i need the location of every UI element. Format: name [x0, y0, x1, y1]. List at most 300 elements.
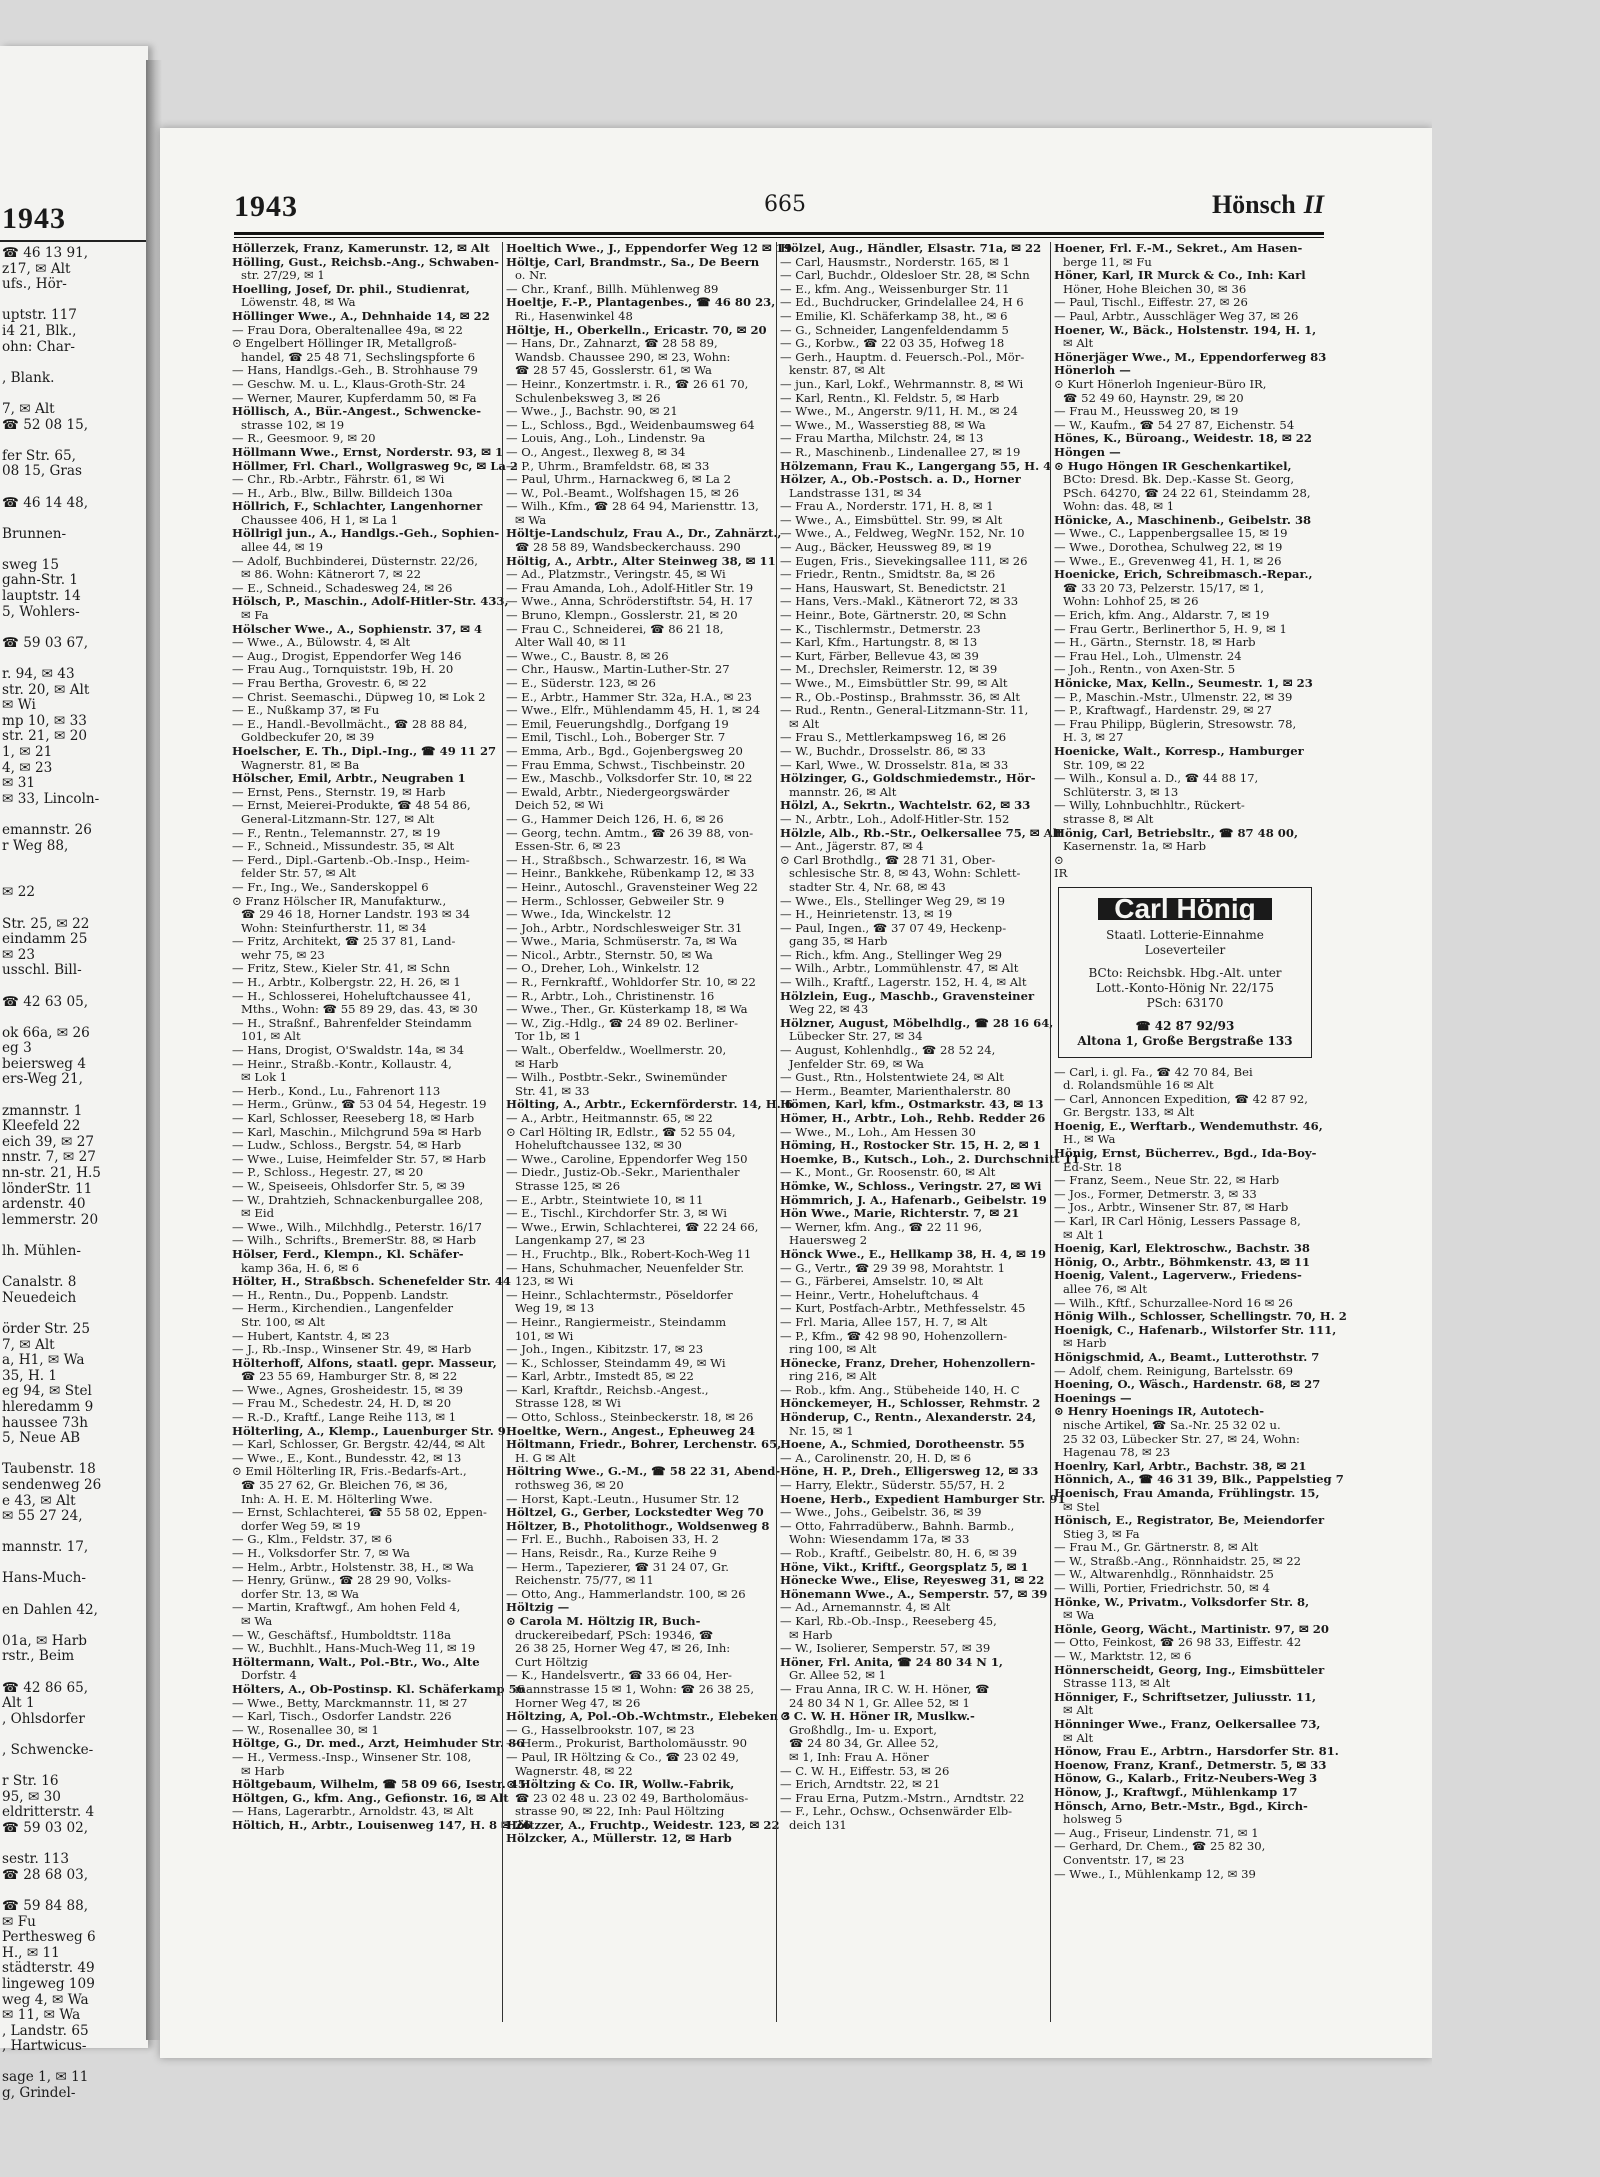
directory-entry-line: — Ludw., Schloss., Bergstr. 54, ✉ Harb	[232, 1138, 462, 1153]
directory-entry-line: — Chr., Rb.-Arbtr., Fährstr. 61, ✉ Wi	[232, 472, 445, 487]
previous-page-line	[2, 1759, 146, 1775]
ad-title: Carl Hönig	[1098, 898, 1272, 920]
previous-page-line	[2, 542, 146, 558]
directory-entry-line: Höllmer, Frl. Charl., Wollgrasweg 9c, ✉ La 2	[232, 458, 518, 473]
directory-entry-line: Nr. 15, ✉ 1	[789, 1423, 854, 1438]
directory-entry-line: nische Artikel, ☎ Sa.-Nr. 25 32 02 u.	[1063, 1417, 1281, 1432]
previous-page-line: gahn-Str. 1	[2, 572, 78, 589]
directory-entry-line: Horner Weg 47, ✉ 26	[515, 1695, 641, 1710]
directory-entry-line: strasse 102, ✉ 19	[241, 417, 345, 432]
directory-entry-line: Hölscher Wwe., A., Sophienstr. 37, ✉ 4	[232, 621, 483, 636]
directory-entry-line: Höllmann Wwe., Ernst, Norderstr. 93, ✉ 1	[232, 444, 504, 459]
directory-entry-line: Hölting, A., Arbtr., Eckernförderstr. 14, H. 6	[506, 1097, 793, 1112]
directory-entry-line: Großhdlg., Im- u. Export,	[789, 1722, 937, 1737]
directory-entry-line: — H., Straßbsch., Schwarzestr. 16, ✉ Wa	[506, 852, 747, 867]
directory-entry-line: — Heinr., Autoschl., Gravensteiner Weg 22	[506, 879, 758, 894]
directory-entry-line: ⊙ Franz Hölscher IR, Manufakturw.,	[232, 893, 447, 908]
directory-entry-line: 26 38 25, Horner Weg 47, ✉ 26, Inh:	[515, 1641, 731, 1656]
directory-entry-line: — Frau Dora, Oberaltenallee 49a, ✉ 22	[232, 322, 463, 337]
directory-entry-line: Weg 19, ✉ 13	[515, 1301, 595, 1316]
directory-entry-line: — Aug., Drogist, Eppendorfer Weg 146	[232, 648, 462, 663]
directory-entry-line: Höltgebaum, Wilhelm, ☎ 58 09 66, Isestr. 45	[232, 1777, 526, 1792]
directory-entry-line: strasse 8, ✉ Alt	[1063, 811, 1154, 826]
directory-entry-line: — jun., Karl, Lokf., Wehrmannstr. 8, ✉ Wi	[780, 376, 1024, 391]
previous-page-line: 35, H. 1	[2, 1367, 58, 1384]
directory-entry-line: — O., Angest., Ilexweg 8, ✉ 34	[506, 444, 686, 459]
previous-page-line: uptstr. 117	[2, 307, 77, 324]
previous-page-line: sweg 15	[2, 556, 59, 573]
directory-entry-line: — G., Schneider, Langenfeldendamm 5	[780, 322, 1009, 337]
directory-entry-line: — Werner, kfm. Ang., ☎ 22 11 96,	[780, 1219, 983, 1234]
directory-entry-line: Hönle, Georg, Wächt., Martinistr. 97, ✉ 20	[1054, 1621, 1329, 1636]
ad-line: BCto: Reichsbk. Hbg.-Alt. unter	[1088, 965, 1282, 980]
directory-entry-line: — Karl, Maschin., Milchgrund 59a ✉ Harb	[232, 1124, 482, 1139]
previous-page-line: 7, ✉ Alt	[2, 1336, 55, 1353]
previous-page-line	[2, 1618, 146, 1634]
directory-entry-line: Hölling, Gust., Reichsb.-Ang., Schwaben-	[232, 254, 499, 269]
directory-entry-line: — P., Kfm., ☎ 42 98 90, Hohenzollern-	[780, 1328, 1008, 1343]
ad-address: Altona 1, Große Bergstraße 133	[1077, 1033, 1293, 1048]
directory-entry-line: — Frau Amanda, Loh., Adolf-Hitler Str. 19	[506, 580, 754, 595]
directory-entry-line: — Ernst, Pens., Sternstr. 19, ✉ Harb	[232, 784, 446, 799]
directory-entry-line: str. 27/29, ✉ 1	[241, 268, 325, 283]
directory-entry-line: Hönerjäger Wwe., M., Eppendorferweg 83	[1054, 349, 1327, 364]
directory-entry-line: — P., Schloss., Hegestr. 27, ✉ 20	[232, 1165, 424, 1180]
directory-entry-line: — Frl. Maria, Allee 157, H. 7, ✉ Alt	[780, 1314, 988, 1329]
directory-entry-line: Hoenisch, Frau Amanda, Frühlingstr. 15,	[1054, 1485, 1320, 1500]
directory-entry-line: Wohn: Lohhof 25, ✉ 26	[1063, 594, 1199, 609]
directory-entry-line: — Joh., Arbtr., Nordschlesweiger Str. 31	[506, 920, 743, 935]
directory-entry-line: — Heinr., Rangiermeistr., Steindamm	[506, 1314, 727, 1329]
directory-entry-line: — W., Straßb.-Ang., Rönnhaidstr. 25, ✉ 22	[1054, 1553, 1302, 1568]
directory-entry-line: Hölscher, Emil, Arbtr., Neugraben 1	[232, 771, 466, 786]
directory-entry-line: ✉ 1, Inh: Frau A. Höner	[789, 1749, 929, 1764]
directory-entry-line: Höllinger Wwe., A., Dehnhaide 14, ✉ 22	[232, 308, 490, 323]
directory-entry-line: ✉ Harb	[789, 1627, 833, 1642]
directory-entry-line: Höltzzer, A., Fruchtp., Weidestr. 123, ✉ 22	[506, 1817, 780, 1832]
directory-entry-line: Hoeltje, F.-P., Plantagenbes., ☎ 46 80 23,	[506, 295, 776, 310]
previous-page-line	[2, 1837, 146, 1853]
directory-entry-line: Höllisch, A., Bür.-Angest., Schwencke-	[232, 404, 482, 419]
previous-page-line: eg 94, ✉ Stel	[2, 1383, 92, 1400]
directory-entry-line: Essen-Str. 6, ✉ 23	[515, 839, 621, 854]
directory-entry-line: Höngen —	[1054, 444, 1121, 459]
previous-page-line	[2, 1727, 146, 1743]
previous-page-line	[2, 511, 146, 527]
directory-entry-line: Hoeltich Wwe., J., Eppendorfer Weg 12 ✉ 19	[506, 241, 792, 255]
previous-page-line: ufs., Hör-	[2, 276, 67, 293]
directory-entry-line: — Frau Emma, Schwst., Tischbeinstr. 20	[506, 757, 745, 772]
directory-entry-line: — Emil, Feuerungshdlg., Dorfgang 19	[506, 716, 729, 731]
directory-entry-line: — Frau M., Schedestr. 24, H. D, ✉ 20	[232, 1396, 452, 1411]
directory-entry-line: mannstrasse 15 ✉ 1, Wohn: ☎ 26 38 25,	[515, 1681, 755, 1696]
directory-entry-line: — Wilh., Postbtr.-Sekr., Swinemünder	[506, 1070, 727, 1085]
directory-entry-line: — Ernst, Schlachterei, ☎ 55 58 02, Eppen-	[232, 1505, 487, 1520]
directory-entry-line: — H., Fruchtp., Blk., Robert-Koch-Weg 11	[506, 1246, 752, 1261]
directory-entry-line: d. Rolandsmühle 16 ✉ Alt	[1063, 1078, 1214, 1093]
directory-entry-line: BCto: Dresd. Bk. Dep.-Kasse St. Georg,	[1063, 472, 1295, 487]
ad-line: Staatl. Lotterie-Einnahme	[1106, 927, 1264, 942]
previous-page-line	[2, 854, 146, 870]
directory-entry-line: Hönicke, Max, Kelln., Seumestr. 1, ✉ 23	[1054, 676, 1313, 690]
directory-entry-line: — Frau Martha, Milchstr. 24, ✉ 13	[780, 431, 984, 446]
directory-entry-line: — Willi, Portier, Friedrichstr. 50, ✉ 4	[1054, 1581, 1270, 1596]
column-4-entries-top	[1054, 241, 1327, 881]
directory-entry-line: Hoheluftchaussee 132, ✉ 30	[515, 1138, 682, 1153]
directory-entry-line: Hömmrich, J. A., Hafenarb., Geibelstr. 19	[780, 1192, 1047, 1207]
previous-page-line: 1, ✉ 21	[2, 744, 53, 760]
directory-entry-line: Hön Wwe., Marie, Richterstr. 7, ✉ 21	[780, 1206, 1020, 1221]
directory-entry-line: ⊙ Kurt Hönerloh Ingenieur-Büro IR,	[1054, 376, 1267, 391]
previous-page-line: 08 15, Gras	[2, 463, 82, 480]
directory-entry-line: — Hans, Lagerarbtr., Arnoldstr. 43, ✉ Alt	[232, 1804, 474, 1819]
directory-entry-line: ☎ 33 20 73, Pelzerstr. 15/17, ✉ 1,	[1063, 580, 1264, 595]
directory-entry-line: — Hans, Dr., Zahnarzt, ☎ 28 58 89,	[506, 336, 718, 351]
directory-entry-line: — Henry, Grünw., ☎ 28 29 90, Volks-	[232, 1573, 451, 1588]
directory-entry-line: — Carl, Annoncen Expedition, ☎ 42 87 92,	[1054, 1091, 1308, 1106]
previous-page-line: , Schwencke-	[2, 1742, 94, 1758]
directory-entry-line: Hömen, Karl, kfm., Ostmarkstr. 43, ✉ 13	[780, 1097, 1044, 1112]
directory-entry-line: Hölzel, Aug., Händler, Elsastr. 71a, ✉ 22	[780, 241, 1042, 255]
directory-entry-line: — Gust., Rtn., Holstentwiete 24, ✉ Alt	[780, 1070, 1004, 1085]
directory-entry-line: — K., Handelsvertr., ☎ 33 66 04, Her-	[506, 1668, 732, 1683]
directory-entry-line: Höllerzek, Franz, Kamerunstr. 12, ✉ Alt	[232, 241, 490, 255]
directory-entry-line: — Herb., Kond., Lu., Fahrenort 113	[232, 1083, 441, 1098]
directory-entry-line: Höltzig —	[506, 1600, 570, 1615]
directory-entry-line: — Herm., Beamter, Marienthalerstr. 80	[780, 1083, 1011, 1098]
previous-page-header-rule	[0, 240, 148, 242]
ad-line: Lott.-Konto-Hönig Nr. 22/175	[1096, 980, 1274, 995]
previous-page-line: g, Grindel-	[2, 2085, 76, 2102]
directory-entry-line: — Wwe., A., Feldweg, WegNr. 152, Nr. 10	[780, 526, 1025, 541]
directory-entry-line: Löwenstr. 48, ✉ Wa	[241, 295, 356, 310]
directory-entry-line: — Aug., Friseur, Lindenstr. 71, ✉ 1	[1054, 1825, 1259, 1840]
directory-entry-line: — Frau M., Heussweg 20, ✉ 19	[1054, 404, 1239, 419]
directory-entry-line: Höltermann, Walt., Pol.-Btr., Wo., Alte	[232, 1654, 480, 1669]
directory-entry-line: Hoening, O., Wäsch., Hardenstr. 68, ✉ 27	[1054, 1377, 1321, 1392]
directory-entry-line: — Wwe., Agnes, Grosheidestr. 15, ✉ 39	[232, 1382, 464, 1397]
directory-entry-line: — Frau Gertr., Berlinerthor 5, H. 9, ✉ 1	[1054, 621, 1287, 636]
directory-entry-line: kenstr. 87, ✉ Alt	[789, 363, 885, 378]
directory-entry-line: — Rud., Rentn., General-Litzmann-Str. 11,	[780, 703, 1029, 718]
directory-entry-line: — Emma, Arb., Bgd., Gojenbergsweg 20	[506, 743, 743, 758]
directory-entry-line: ✉ Harb	[241, 1763, 285, 1778]
directory-entry-line: ✉ 86. Wohn: Kätnerort 7, ✉ 22	[241, 567, 422, 582]
directory-entry-line: Hoener, Frl. F.-M., Sekret., Am Hasen-	[1054, 241, 1303, 255]
directory-entry-line: ✉ Wa	[515, 512, 547, 527]
directory-entry-line: Mths., Wohn: ☎ 55 89 29, das. 43, ✉ 30	[241, 1002, 478, 1017]
directory-entry-line: Hönnerscheidt, Georg, Ing., Eimsbütteler	[1054, 1662, 1325, 1677]
previous-page-line: , Ohlsdorfer	[2, 1710, 85, 1727]
previous-page-line: ✉ 55 27 24,	[2, 1508, 83, 1525]
directory-entry-line: Höner, Karl, IR Murck & Co., Inh: Karl	[1054, 268, 1306, 283]
directory-entry-line: ring 216, ✉ Alt	[789, 1369, 877, 1384]
directory-entry-line: — Jos., Former, Detmerstr. 3, ✉ 33	[1054, 1186, 1257, 1201]
directory-column-4	[1054, 241, 1347, 2022]
directory-entry-line: — Herm., Schlosser, Gebweiler Str. 9	[506, 893, 725, 908]
directory-entry-line: — Wwe., E., Kont., Bundesstr. 42, ✉ 13	[232, 1450, 462, 1465]
directory-entry-line: Höne, Vikt., Kriftf., Georgsplatz 5, ✉ 1	[780, 1559, 1029, 1574]
previous-page-line: sendenweg 26	[2, 1476, 102, 1493]
directory-entry-line: ⊙ Carola M. Höltzig IR, Buch-	[506, 1613, 701, 1628]
directory-entry-line: — Wwe., I., Mühlenkamp 12, ✉ 39	[1054, 1866, 1256, 1881]
directory-entry-line: — Heinr., Bankkehe, Rübenkamp 12, ✉ 33	[506, 866, 755, 881]
directory-entry-line: ⊙ Carl Brothdlg., ☎ 28 71 31, Ober-	[780, 852, 996, 867]
directory-entry-line: Hoenings —	[1054, 1390, 1132, 1405]
directory-entry-line: — Wwe., M., Wasserstieg 88, ✉ Wa	[780, 417, 986, 432]
directory-entry-line: Wohn: das. 48, ✉ 1	[1063, 499, 1175, 514]
directory-entry-line: Curt Höltzig	[515, 1654, 588, 1669]
directory-entry-line: — Karl, IR Carl Hönig, Lessers Passage 8,	[1054, 1214, 1301, 1229]
previous-page-line: str. 20, ✉ Alt	[2, 681, 90, 698]
directory-entry-line: Hoene, A., Schmied, Dorotheenstr. 55	[780, 1437, 1025, 1452]
previous-page-lines	[2, 246, 146, 2102]
directory-entry-line: ☎ 28 57 45, Gosslerstr. 61, ✉ Wa	[515, 363, 712, 378]
directory-entry-line: — E., Tischl., Kirchdorfer Str. 3, ✉ Wi	[506, 1206, 727, 1221]
previous-page-line: Kleefeld 22	[2, 1118, 81, 1135]
previous-page-line: ohn: Char-	[2, 338, 75, 355]
directory-entry-line: — Louis, Ang., Loh., Lindenstr. 9a	[506, 431, 706, 446]
directory-entry-line: — Karl, Kraftdr., Reichsb.-Angest.,	[506, 1382, 709, 1397]
directory-entry-line: Höltzing, A, Pol.-Ob.-Wchtmstr., Elebeken 3	[506, 1709, 791, 1724]
directory-entry-line: — R., Maschinenb., Lindenallee 27, ✉ 19	[780, 444, 1021, 459]
directory-entry-line: — Herm., Grünw., ☎ 53 04 54, Hegestr. 19	[232, 1097, 487, 1112]
directory-entry-line: wehr 75, ✉ 23	[241, 947, 325, 962]
previous-page-line	[2, 620, 146, 636]
directory-entry-line: Hölzemann, Frau K., Langergang 55, H. 4	[780, 458, 1052, 473]
directory-entry-line: Hönniger, F., Schriftsetzer, Juliusstr. 11,	[1054, 1689, 1317, 1704]
previous-page-line: hleredamm 9	[2, 1398, 94, 1415]
column-divider	[776, 242, 777, 2022]
previous-page-line	[2, 1525, 146, 1541]
previous-page-line: Str. 25, ✉ 22	[2, 915, 90, 932]
directory-entry-line: Tor 1b, ✉ 1	[515, 1029, 581, 1044]
directory-entry-line: — W., Isolierer, Semperstr. 57, ✉ 39	[780, 1641, 991, 1656]
directory-entry-line: — Joh., Ingen., Kibitzstr. 17, ✉ 23	[506, 1342, 704, 1357]
directory-entry-line: — Otto, Ang., Hammerlandstr. 100, ✉ 26	[506, 1586, 746, 1601]
previous-page-line	[2, 1665, 146, 1681]
directory-entry-line: ☎ 52 49 60, Haynstr. 29, ✉ 20	[1063, 390, 1244, 405]
previous-page-line	[2, 433, 146, 449]
directory-entry-line: Hönecke Wwe., Elise, Reyesweg 31, ✉ 22	[780, 1573, 1045, 1588]
directory-entry-line: Hölsch, P., Maschin., Adolf-Hitler-Str. 433,	[232, 594, 509, 609]
directory-entry-line: — Heinr., Straßb.-Kontr., Kollaustr. 4,	[232, 1056, 452, 1071]
directory-entry-line: ✉ Alt 1	[1063, 1227, 1105, 1242]
directory-entry-line: — Georg, techn. Amtm., ☎ 26 39 88, von-	[506, 825, 754, 840]
directory-entry-line: 101, ✉ Alt	[241, 1029, 301, 1044]
column-divider	[1050, 242, 1051, 2022]
directory-entry-line: — Wilh., Konsul a. D., ☎ 44 88 17,	[1054, 771, 1259, 786]
directory-entry-line: — Karl, Schlosser, Gr. Bergstr. 42/44, ✉ Alt	[232, 1437, 485, 1452]
directory-entry-line: Hönninger Wwe., Franz, Oelkersallee 73,	[1054, 1717, 1321, 1731]
directory-page	[160, 128, 1432, 2058]
directory-entry-line: — Ant., Jägerstr. 87, ✉ 4	[780, 839, 924, 854]
directory-entry-line: Alter Wall 40, ✉ 11	[515, 635, 628, 650]
directory-entry-line: — Paul, Arbtr., Ausschläger Weg 37, ✉ 26	[1054, 308, 1299, 323]
previous-page-line	[2, 386, 146, 402]
directory-entry-line: — Frau S., Mettlerkampsweg 16, ✉ 26	[780, 730, 1007, 745]
previous-page-line: beiersweg 4	[2, 1055, 86, 1072]
directory-entry-line: Strasse 113, ✉ Alt	[1063, 1676, 1171, 1691]
directory-entry-line: — Nicol., Arbtr., Sternstr. 50, ✉ Wa	[506, 947, 713, 962]
previous-page-line: Neuedeich	[2, 1289, 77, 1306]
directory-entry-line: — Aug., Bäcker, Heussweg 89, ✉ 19	[780, 540, 992, 555]
directory-entry-line: Hönckemeyer, H., Schlosser, Rehmstr. 2	[780, 1396, 1041, 1411]
directory-entry-line: Wandsb. Chaussee 290, ✉ 23, Wohn:	[515, 349, 731, 364]
directory-entry-line: — Heinr., Schlachtermstr., Pöseldorfer	[506, 1287, 733, 1302]
previous-page-line: ☎ 59 84 88,	[2, 1897, 89, 1914]
previous-page-line: en Dahlen 42,	[2, 1601, 98, 1618]
directory-entry-line: ⊙	[1054, 852, 1064, 867]
directory-entry-line: — Karl, Arbtr., Imstedt 85, ✉ 22	[506, 1369, 694, 1384]
directory-entry-line: — Karl, Schlosser, Reeseberg 18, ✉ Harb	[232, 1111, 475, 1125]
directory-entry-line: Lübecker Str. 27, ✉ 34	[789, 1029, 923, 1044]
directory-entry-line: — K., Tischlermstr., Detmerstr. 23	[780, 621, 981, 636]
directory-entry-line: — W., Drahtzieh, Schnackenburgallee 208,	[232, 1192, 484, 1207]
directory-entry-line: — Kurt, Postfach-Arbtr., Methfesselstr. 45	[780, 1301, 1026, 1316]
directory-entry-line: 101, ✉ Wi	[515, 1328, 574, 1343]
previous-page-line: eldritterstr. 4	[2, 1804, 95, 1821]
directory-entry-line: berge 11, ✉ Fu	[1063, 254, 1152, 269]
directory-entry-line: — Eugen, Fris., Sievekingsallee 111, ✉ 26	[780, 553, 1028, 568]
directory-entry-line: — H., Gärtn., Sternstr. 18, ✉ Harb	[1054, 635, 1256, 650]
directory-entry-line: — Hans, Hauswart, St. Benedictstr. 21	[780, 580, 1007, 595]
directory-entry-line: — J., Rb.-Insp., Winsener Str. 49, ✉ Harb	[232, 1342, 472, 1357]
directory-entry-line: holsweg 5	[1063, 1812, 1123, 1827]
directory-entry-line: Conventstr. 17, ✉ 23	[1063, 1852, 1185, 1867]
directory-entry-line: Hölzcker, A., Müllerstr. 12, ✉ Harb	[506, 1831, 732, 1846]
page-number: 665	[764, 192, 806, 217]
previous-page-line: haussee 73h	[2, 1414, 89, 1431]
directory-entry-line: — Wwe., M., Loh., Am Hessen 30	[780, 1124, 976, 1139]
previous-page-line: lh. Mühlen-	[2, 1243, 81, 1259]
previous-page-line: Taubenstr. 18	[2, 1461, 96, 1478]
directory-entry-line: Strasse 128, ✉ Wi	[515, 1396, 621, 1411]
directory-entry-line: — Christ. Seemaschi., Düpweg 10, ✉ Lok 2	[232, 689, 486, 704]
directory-entry-line: — E., Süderstr. 123, ✉ 26	[506, 676, 656, 690]
directory-entry-line: — Wwe., Wilh., Milchhdlg., Peterstr. 16/17	[232, 1219, 482, 1234]
directory-entry-line: — Heinr., Bote, Gärtnerstr. 20, ✉ Schn	[780, 608, 1007, 623]
directory-entry-line: — Ed., Buchdrucker, Grindelallee 24, H 6	[780, 295, 1024, 310]
previous-page-line: ☎ 46 14 48,	[2, 494, 89, 511]
directory-entry-line: — Wwe., A., Eimsbüttel. Str. 99, ✉ Alt	[780, 512, 1003, 527]
directory-entry-line: rothsweg 36, ✉ 20	[515, 1478, 624, 1493]
directory-entry-line: — Frau Anna, IR C. W. H. Höner, ☎	[780, 1681, 990, 1696]
directory-entry-line: — Chr., Kranf., Billh. Mühlenweg 89	[506, 281, 719, 296]
directory-entry-line: — Helm., Arbtr., Holstenstr. 38, H., ✉ Wa	[232, 1559, 474, 1574]
previous-page-line	[2, 1556, 146, 1572]
directory-entry-line: — Ew., Maschb., Volksdorfer Str. 10, ✉ 22	[506, 771, 753, 786]
directory-entry-line: allee 44, ✉ 19	[241, 540, 324, 555]
directory-entry-line: ✉ Alt	[1063, 1730, 1094, 1745]
directory-entry-line: — Wwe., C., Baustr. 8, ✉ 26	[506, 648, 669, 663]
directory-entry-line: — Kurt, Färber, Bellevue 43, ✉ 39	[780, 648, 979, 663]
previous-page-line	[2, 1587, 146, 1603]
directory-entry-line: — Joh., Rentn., von Axen-Str. 5	[1054, 662, 1236, 677]
directory-entry-line: — Otto, Schloss., Steinbeckerstr. 18, ✉ 26	[506, 1410, 754, 1425]
directory-entry-line: — Rich., kfm. Ang., Stellinger Weg 29	[780, 947, 1002, 962]
directory-entry-line: — Otto, Feinkost, ☎ 26 98 33, Eiffestr. 42	[1054, 1635, 1302, 1650]
directory-entry-line: — Frau A., Norderstr. 171, H. 8, ✉ 1	[780, 499, 994, 514]
directory-entry-line: Höner, Frl. Anita, ☎ 24 80 34 N 1,	[780, 1654, 1003, 1669]
directory-entry-line: ✉ Harb	[515, 1056, 559, 1071]
directory-entry-line: Hönigschmid, A., Beamt., Lutterothstr. 7	[1054, 1349, 1320, 1364]
previous-page-line: ☎ 59 03 67,	[2, 634, 89, 651]
directory-entry-line: IR	[1054, 866, 1068, 881]
directory-entry-line: — R., Fernkraftf., Wohldorfer Str. 10, ✉ 22	[506, 975, 756, 990]
directory-entry-line: — Wwe., Anna, Schröderstiftstr. 54, H. 17	[506, 594, 753, 609]
previous-page-line: eindamm 25	[2, 931, 88, 948]
previous-page-line: 4, ✉ 23	[2, 759, 53, 776]
directory-entry-line: Hönke, W., Privatm., Volksdorfer Str. 8,	[1054, 1594, 1310, 1609]
directory-entry-line: — Heinr., Vertr., Hoheluftchaus. 4	[780, 1287, 980, 1302]
directory-entry-line: dorfer Str. 13, ✉ Wa	[241, 1586, 359, 1601]
directory-entry-line: — Fritz, Stew., Kieler Str. 41, ✉ Schn	[232, 961, 450, 976]
directory-entry-line: Höltje, H., Oberkelln., Ericastr. 70, ✉ 20	[506, 322, 767, 337]
directory-entry-line: Höllrich, F., Schlachter, Langenhorner	[232, 499, 483, 514]
advertisement-carl-hoenig	[1058, 887, 1312, 1058]
previous-page-line: r Weg 88,	[2, 837, 69, 854]
directory-entry-line: ☎ 23 55 69, Hamburger Str. 8, ✉ 22	[241, 1369, 458, 1384]
previous-page-line: Canalstr. 8	[2, 1274, 77, 1291]
directory-entry-line: strasse 90, ✉ 22, Inh: Paul Höltzing	[515, 1804, 725, 1819]
directory-entry-line: deich 131	[789, 1817, 847, 1832]
directory-entry-line: H., ✉ Wa	[1063, 1132, 1116, 1147]
directory-entry-line: ✉ Alt	[1063, 1703, 1094, 1718]
directory-entry-line: Kasernenstr. 1a, ✉ Harb	[1063, 839, 1207, 854]
previous-page-line	[2, 1088, 146, 1104]
directory-entry-line: — H., Heinrietenstr. 13, ✉ 19	[780, 907, 953, 922]
directory-entry-line: — H., Volksdorfer Str. 7, ✉ Wa	[232, 1546, 410, 1560]
directory-entry-line: ☎ 29 46 18, Horner Landstr. 193 ✉ 34	[241, 907, 471, 922]
header-year: 1943	[234, 190, 298, 223]
directory-entry-line: Höltge, G., Dr. med., Arzt, Heimhuder Str. 86	[232, 1736, 525, 1751]
header-range-numeral: II	[1303, 190, 1324, 219]
directory-entry-line: — E., Nußkamp 37, ✉ Fu	[232, 703, 380, 718]
directory-entry-line: Hauersweg 2	[789, 1233, 868, 1248]
directory-entry-line: — Fritz, Architekt, ☎ 25 37 81, Land-	[232, 934, 456, 949]
directory-entry-line: Hönig Wilh., Schlosser, Schellingstr. 70, H. 2	[1054, 1309, 1347, 1324]
directory-entry-line: — L., Schloss., Bgd., Weidenbaumsweg 64	[506, 417, 755, 432]
directory-entry-line: — Wwe., E., Grevenweg 41, H. 1, ✉ 26	[1054, 553, 1282, 568]
directory-entry-line: ⊙ Carl Hölting IR, Edlstr., ☎ 52 55 04,	[506, 1124, 736, 1139]
directory-entry-line: — Ernst, Meierei-Produkte, ☎ 48 54 86,	[232, 798, 471, 813]
directory-entry-line: — G., Klm., Feldstr. 37, ✉ 6	[232, 1532, 393, 1547]
directory-entry-line: ✉ Lok 1	[241, 1070, 288, 1085]
directory-entry-line: — Hans, Handlgs.-Geh., B. Strohhause 79	[232, 363, 478, 378]
directory-entry-line: — Wwe., Johs., Geibelstr. 36, ✉ 39	[780, 1505, 982, 1520]
previous-page-line	[2, 979, 146, 995]
directory-entry-line: — G., Vertr., ☎ 29 39 98, Morahtstr. 1	[780, 1260, 1006, 1275]
directory-entry-line: — W., Geschäftsf., Humboldtstr. 118a	[232, 1627, 452, 1642]
directory-entry-line: — Harry, Elektr., Süderstr. 55/57, H. 2	[780, 1478, 1005, 1493]
previous-page-line: Hans-Much-	[2, 1570, 86, 1587]
directory-entry-line: — H., Straßnf., Bahrenfelder Steindamm	[232, 1015, 472, 1030]
directory-entry-line: — C. W. H., Eiffestr. 53, ✉ 26	[780, 1763, 950, 1778]
directory-entry-line: — Geschw. M. u. L., Klaus-Groth-Str. 24	[232, 376, 466, 391]
directory-entry-line: — W., Kaufm., ☎ 54 27 87, Eichenstr. 54	[1054, 417, 1295, 432]
ad-line: PSch: 63170	[1146, 995, 1224, 1010]
directory-entry-line: Hönig, Ernst, Bücherrev., Bgd., Ida-Boy-	[1054, 1146, 1317, 1161]
previous-page-line: ✉ 23	[2, 946, 36, 963]
directory-entry-line: Hölzinger, G., Goldschmiedemstr., Hör-	[780, 771, 1036, 786]
directory-entry-line: Hagenau 78, ✉ 23	[1063, 1445, 1171, 1460]
previous-page-fragment	[0, 46, 148, 2102]
directory-entry-line: — Werner, Maurer, Kupferdamm 50, ✉ Fa	[232, 390, 477, 405]
directory-entry-line: — Chr., Hausw., Martin-Luther-Str. 27	[506, 662, 730, 677]
directory-entry-line: — G., Färberei, Amselstr. 10, ✉ Alt	[780, 1274, 984, 1289]
directory-entry-line: ring 100, ✉ Alt	[789, 1342, 877, 1357]
